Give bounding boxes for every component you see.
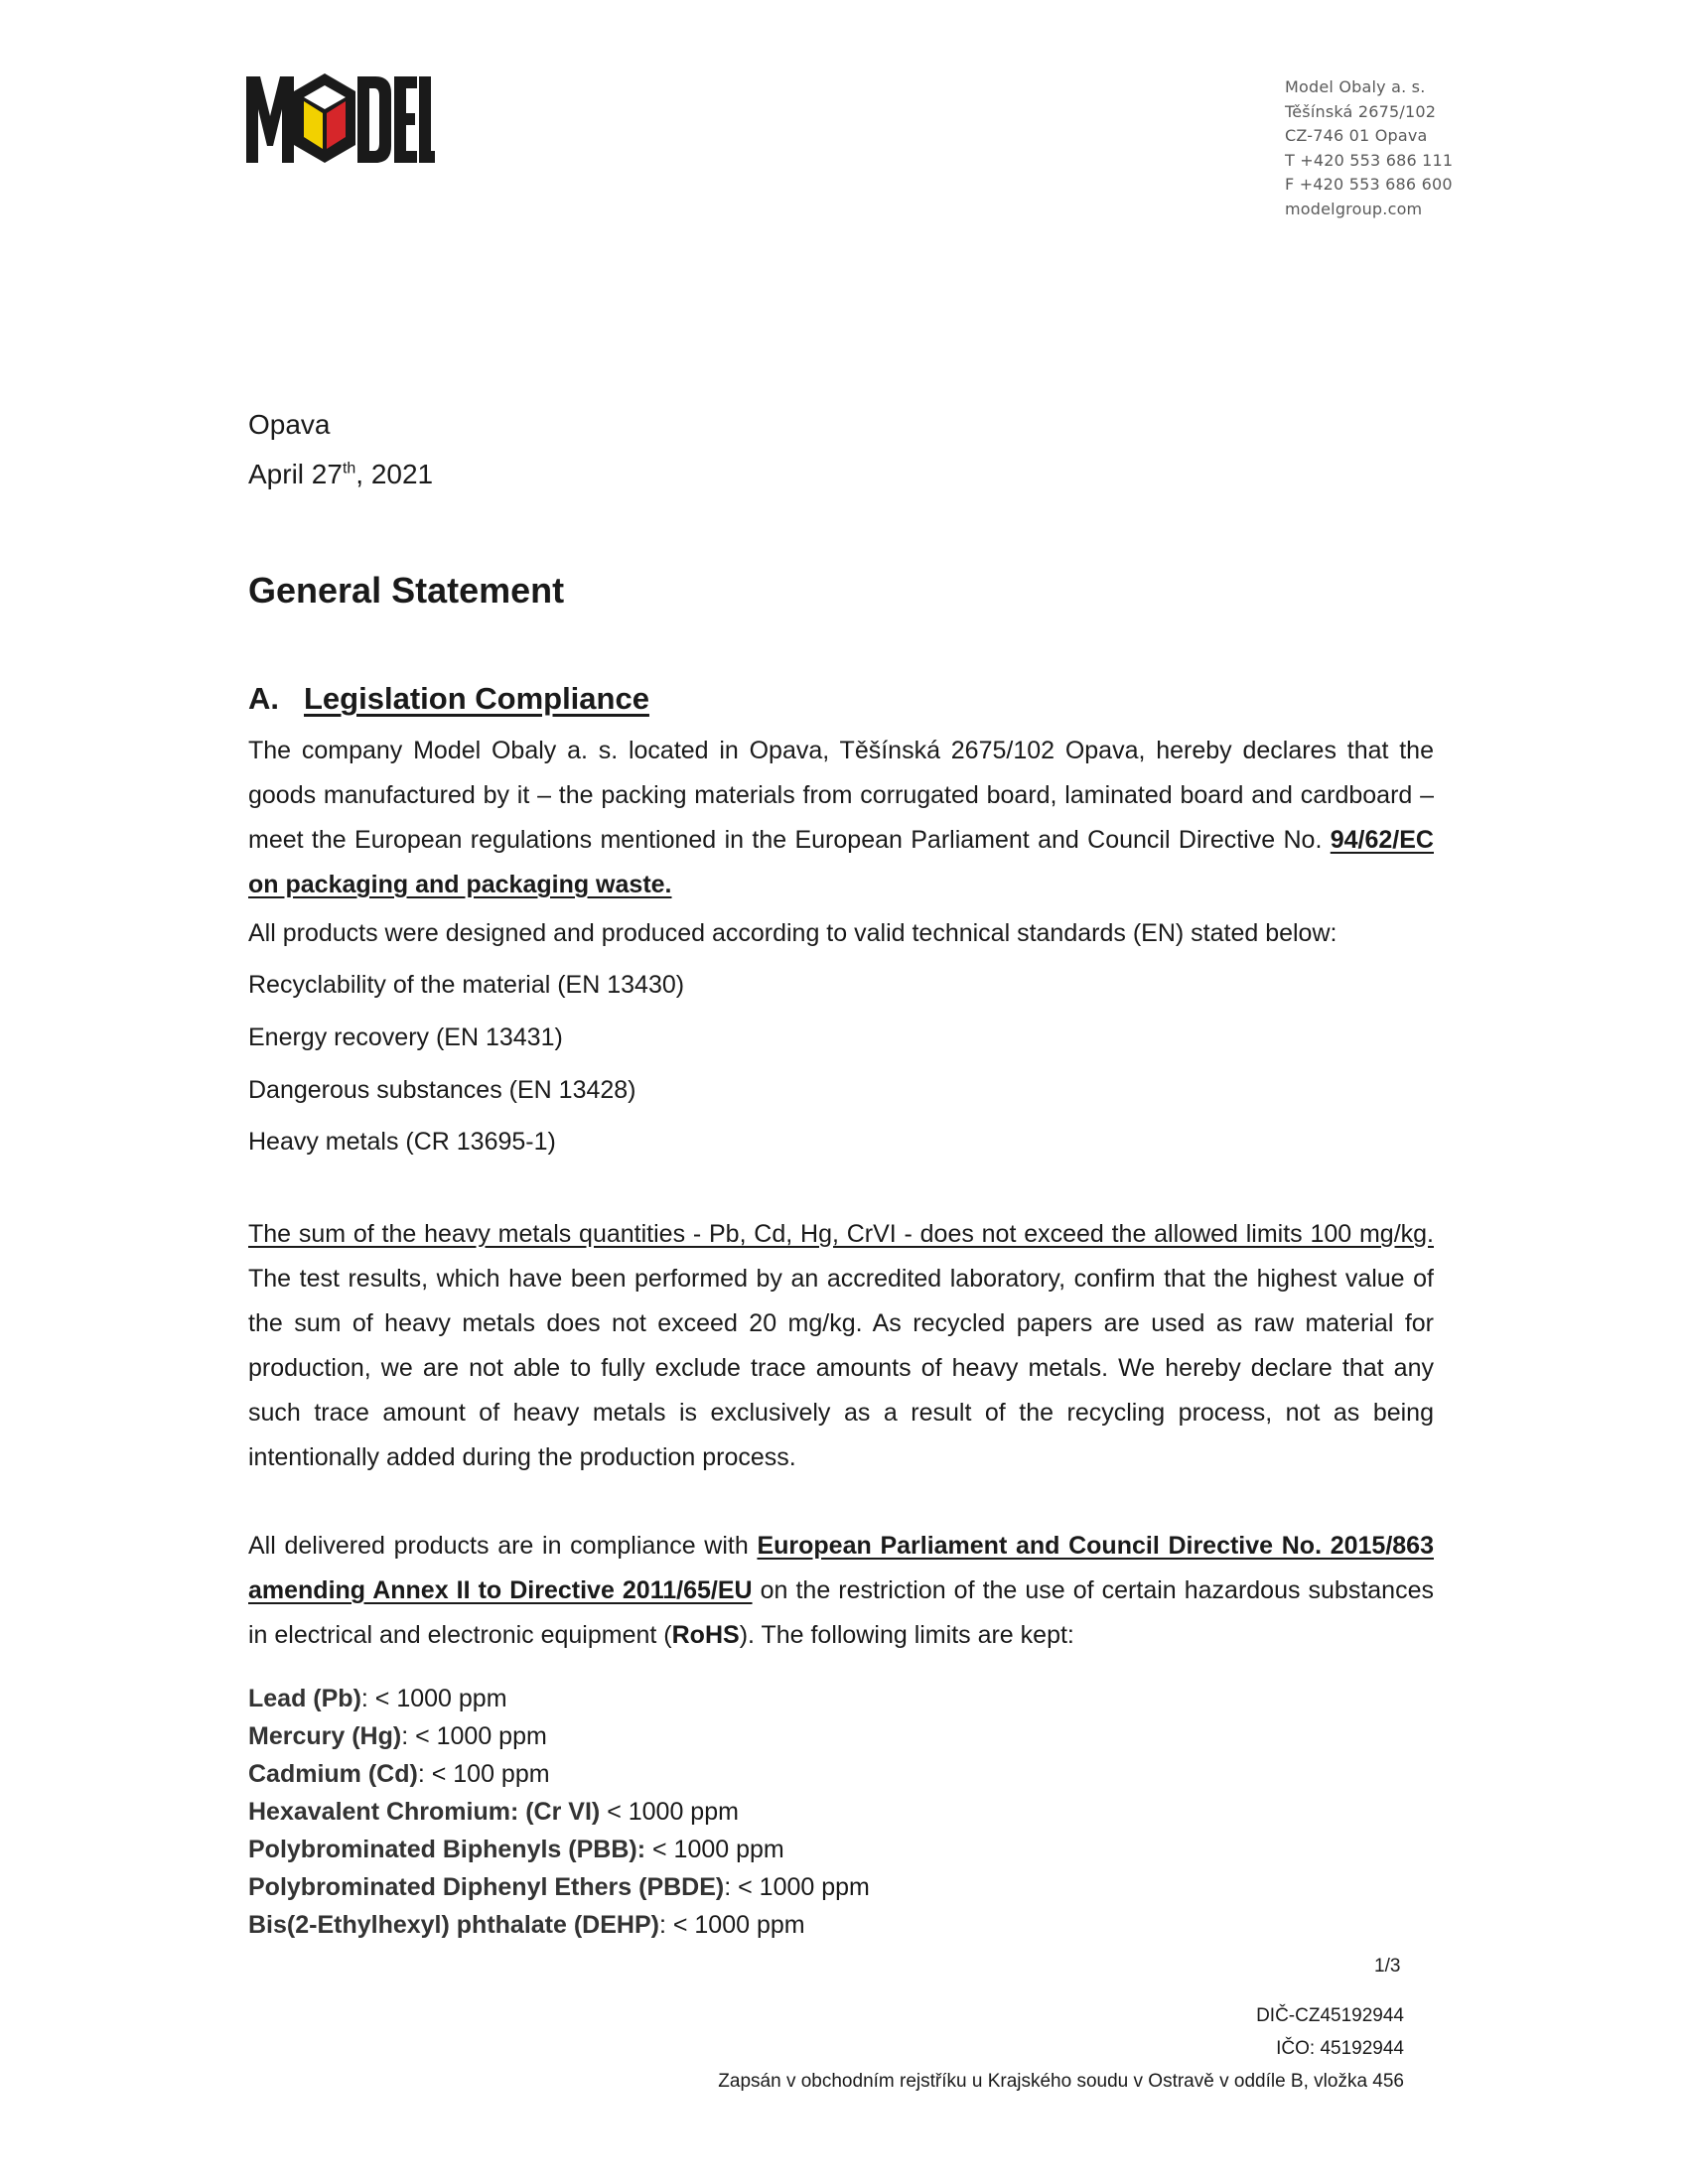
company-website[interactable]: modelgroup.com xyxy=(1285,199,1423,218)
substance-limits-list xyxy=(248,1680,870,1944)
standard-item: Dangerous substances (EN 13428) xyxy=(248,1076,636,1104)
limit-item: Cadmium (Cd): < 100 ppm xyxy=(248,1760,550,1788)
limit-item: Hexavalent Chromium: (Cr VI) < 1000 ppm xyxy=(248,1798,739,1826)
section-number: A. xyxy=(248,681,279,716)
rohs-directive: European Parliament and Council Directive No. 2015/863 amending Annex II to Directive 2011/65/EU xyxy=(248,1532,1434,1604)
company-phone: T +420 553 686 111 xyxy=(1285,150,1454,170)
limit-item: Mercury (Hg): < 1000 ppm xyxy=(248,1722,547,1750)
limit-item: Lead (Pb): < 1000 ppm xyxy=(248,1685,507,1712)
footer-registration xyxy=(718,1999,1404,2098)
compliance-paragraph: The company Model Obaly a. s. located in Opava, Těšínská 2675/102 Opava, hereby declares that the goods manufactured by it – the packing materials from corrugated board, laminated board and cardboard – meet the European regulations mentioned in the European Parliament and Council Directive No. 94/62/EC on packaging and packaging waste. xyxy=(248,737,1434,898)
company-city: CZ-746 01 Opava xyxy=(1285,126,1428,145)
company-name: Model Obaly a. s. xyxy=(1285,77,1426,96)
rohs-paragraph: All delivered products are in compliance with European Parliament and Council Directive No. 2015/863 amending Annex II to Directive 2011/65/EU on the restriction of the use of certain hazardous substances in electrical and electronic equipment (RoHS). The following limits are kept: xyxy=(248,1532,1434,1649)
standards-intro: All products were designed and produced according to valid technical standards (EN) stated below: xyxy=(248,919,1337,947)
company-id: IČO: 45192944 xyxy=(1276,2038,1404,2059)
registry-note: Zapsán v obchodním rejstříku u Krajského soudu v Ostravě v oddíle B, vložka 456 xyxy=(718,2071,1404,2092)
date-ordinal: th xyxy=(342,460,356,478)
page-number: 1/3 xyxy=(1374,1956,1401,1977)
company-fax: F +420 553 686 600 xyxy=(1285,175,1453,194)
company-logo xyxy=(246,71,435,171)
heavy-metals-limit: The sum of the heavy metals quantities - Pb, Cd, Hg, CrVI - does not exceed the allowed limits 100 mg/kg. xyxy=(248,1220,1434,1248)
limit-item: Bis(2-Ethylhexyl) phthalate (DEHP): < 1000 ppm xyxy=(248,1911,805,1939)
document-title: General Statement xyxy=(248,570,565,611)
tax-id: DIČ-CZ45192944 xyxy=(1256,2005,1404,2026)
standard-item: Heavy metals (CR 13695-1) xyxy=(248,1128,556,1156)
letter-date: April 27th, 2021 xyxy=(248,459,434,489)
section-a-heading xyxy=(248,681,649,717)
company-address-block xyxy=(1285,75,1453,221)
standard-item: Energy recovery (EN 13431) xyxy=(248,1024,563,1051)
limit-item: Polybrominated Diphenyl Ethers (PBDE): < 1000 ppm xyxy=(248,1873,870,1901)
rohs-abbr: RoHS xyxy=(671,1621,740,1649)
section-title: Legislation Compliance xyxy=(304,681,649,716)
heavy-metals-paragraph: The sum of the heavy metals quantities - Pb, Cd, Hg, CrVI - does not exceed the allowed limits 100 mg/kg. The test results, which have been performed by an accredited laboratory, confirm that the highest value of the sum of heavy metals does not exceed 20 mg/kg. As recycled papers are used as raw material for production, we are not able to fully exclude trace amounts of heavy metals. We hereby declare that any such trace amount of heavy metals is exclusively as a result of the recycling process, not as being intentionally added during the production process. xyxy=(248,1220,1434,1471)
letter-place: Opava xyxy=(248,409,331,440)
company-street: Těšínská 2675/102 xyxy=(1285,101,1437,121)
limit-item: Polybrominated Biphenyls (PBB): < 1000 ppm xyxy=(248,1836,784,1863)
standard-item: Recyclability of the material (EN 13430) xyxy=(248,971,685,999)
packaging-directive: 94/62/EC on packaging and packaging waste. xyxy=(248,826,1434,898)
